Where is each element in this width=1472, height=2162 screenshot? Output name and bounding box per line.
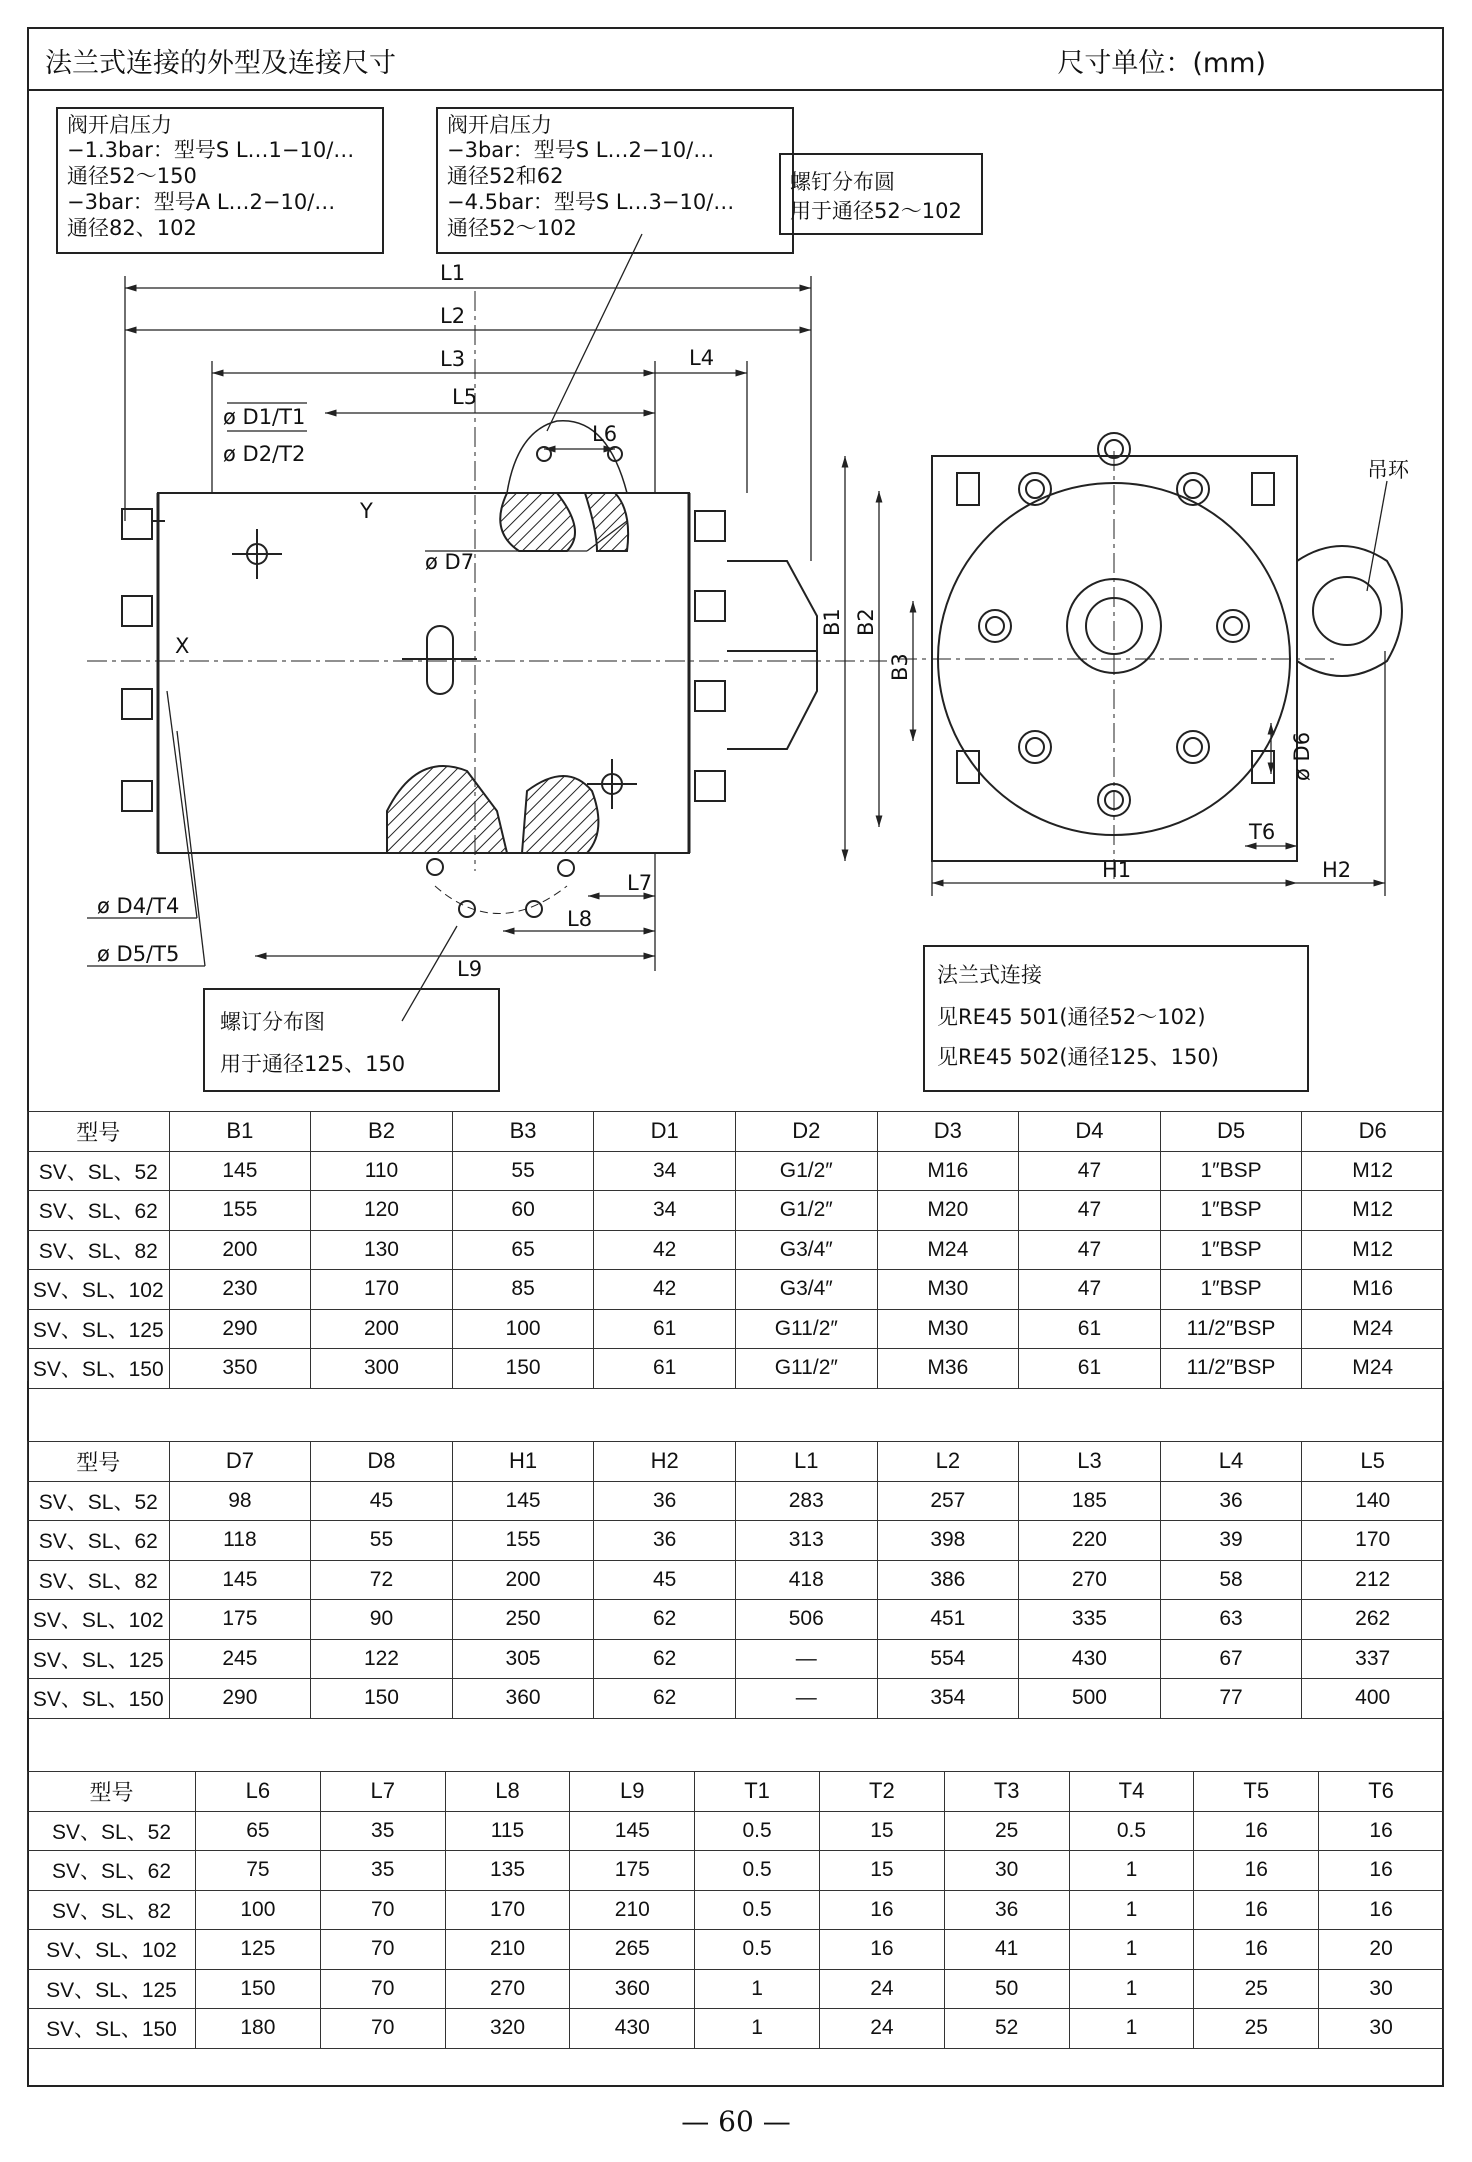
table-cell: 125	[196, 1930, 321, 1970]
table-row	[28, 1521, 1444, 1561]
table-cell: 170	[445, 1890, 570, 1930]
table-row	[28, 1851, 1444, 1891]
table-cell: 55	[452, 1151, 594, 1191]
table-cell: 62	[594, 1600, 736, 1640]
table-cell: 24	[819, 2009, 944, 2049]
table-cell: 115	[445, 1811, 570, 1851]
table-cell: 77	[1160, 1679, 1302, 1719]
table-cell: 72	[311, 1560, 453, 1600]
table-header-cell: D5	[1160, 1112, 1302, 1152]
dim-L6: L6	[592, 422, 618, 446]
table-cell: 16	[819, 1930, 944, 1970]
table-cell: 45	[594, 1560, 736, 1600]
table-header-cell: D8	[311, 1442, 453, 1482]
table-row	[28, 1560, 1444, 1600]
dim-L2: L2	[440, 304, 466, 328]
dim-B3: B3	[888, 653, 912, 681]
table-cell: SV、SL、150	[28, 1349, 170, 1389]
dim-D5T5: ø D5/T5	[97, 942, 180, 966]
table-header-cell: B1	[169, 1112, 311, 1152]
table-cell: 1	[1069, 1851, 1194, 1891]
table-cell: SV、SL、125	[28, 1309, 170, 1349]
valve-right-line-3: 通径52和62	[447, 164, 564, 188]
table-cell: 16	[1319, 1890, 1444, 1930]
table-cell: SV、SL、82	[28, 1230, 170, 1270]
table-cell: SV、SL、62	[28, 1521, 170, 1561]
table-cell: 320	[445, 2009, 570, 2049]
valve-left-line-5: 通径82、102	[67, 216, 197, 240]
table-header-cell: H2	[594, 1442, 736, 1482]
valve-right-line-5: 通径52～102	[447, 216, 577, 240]
table-cell: 360	[452, 1679, 594, 1719]
table-header-cell: D1	[594, 1112, 736, 1152]
table-cell: 1	[1069, 1969, 1194, 2009]
table-cell: 1″BSP	[1160, 1230, 1302, 1270]
table-header-cell: L1	[735, 1442, 877, 1482]
table-cell: 42	[594, 1270, 736, 1310]
table-row	[28, 1969, 1444, 2009]
dim-Y: Y	[360, 499, 373, 523]
table-cell: 35	[320, 1811, 445, 1851]
table-cell: 230	[169, 1270, 311, 1310]
table-row	[28, 2009, 1444, 2049]
table-cell: 451	[877, 1600, 1019, 1640]
table-cell: SV、SL、125	[28, 1969, 196, 2009]
table-cell: 110	[311, 1151, 453, 1191]
table-cell: 61	[1019, 1349, 1161, 1389]
table-cell: 47	[1019, 1151, 1161, 1191]
table-cell: 67	[1160, 1639, 1302, 1679]
dim-L8: L8	[567, 907, 593, 931]
dim-B1: B1	[820, 608, 844, 636]
table-cell: 36	[594, 1481, 736, 1521]
table-cell: 11/2″BSP	[1160, 1309, 1302, 1349]
table-cell: SV、SL、102	[28, 1270, 170, 1310]
dimension-table-2	[27, 1441, 1444, 1719]
bolt-pattern-line-2: 用于通径125、150	[220, 1052, 406, 1076]
table-cell: 1	[695, 2009, 820, 2049]
dim-D4T4: ø D4/T4	[97, 894, 180, 918]
table-header-row	[28, 1772, 1444, 1812]
dimension-table-1	[27, 1111, 1444, 1389]
valve-left-line-3: 通径52～150	[67, 164, 197, 188]
table-cell: 150	[452, 1349, 594, 1389]
table-cell: M30	[877, 1309, 1019, 1349]
table-header-cell: D3	[877, 1112, 1019, 1152]
table-cell: 34	[594, 1151, 736, 1191]
table-cell: 118	[169, 1521, 311, 1561]
table-cell: 270	[1019, 1560, 1161, 1600]
table-cell: 98	[169, 1481, 311, 1521]
table-cell: 313	[735, 1521, 877, 1561]
table-row	[28, 1151, 1444, 1191]
table-header-cell: B2	[311, 1112, 453, 1152]
table-header-cell: D6	[1302, 1112, 1444, 1152]
table-cell: 75	[196, 1851, 321, 1891]
table-cell: 20	[1319, 1930, 1444, 1970]
table-header-cell: D4	[1019, 1112, 1161, 1152]
table-header-cell: 型号	[28, 1112, 170, 1152]
table-cell: 100	[196, 1890, 321, 1930]
table-cell: SV、SL、125	[28, 1639, 170, 1679]
table-cell: M12	[1302, 1230, 1444, 1270]
table-cell: 262	[1302, 1600, 1444, 1640]
table-cell: 145	[570, 1811, 695, 1851]
dimension-table-3	[27, 1771, 1444, 2049]
table-cell: 350	[169, 1349, 311, 1389]
table-cell: 360	[570, 1969, 695, 2009]
table-cell: SV、SL、62	[28, 1191, 170, 1231]
table-cell: SV、SL、150	[28, 1679, 170, 1719]
table-cell: G11/2″	[735, 1309, 877, 1349]
bolt-circle-line-2: 用于通径52～102	[790, 199, 962, 223]
table-header-cell: B3	[452, 1112, 594, 1152]
table-cell: 36	[594, 1521, 736, 1561]
table-header-cell: H1	[452, 1442, 594, 1482]
dim-L9: L9	[457, 957, 483, 981]
table-spacer	[27, 1711, 1444, 1771]
table-cell: 150	[311, 1679, 453, 1719]
table-cell: 60	[452, 1191, 594, 1231]
table-cell: 335	[1019, 1600, 1161, 1640]
table-cell: 47	[1019, 1270, 1161, 1310]
table-row	[28, 1930, 1444, 1970]
valve-right-line-4: −4.5bar：型号S L…3−10/…	[447, 190, 735, 214]
table-cell: 283	[735, 1481, 877, 1521]
valve-left-line-4: −3bar：型号A L…2−10/…	[67, 190, 336, 214]
table-header-cell: T6	[1319, 1772, 1444, 1812]
table-header-cell: L5	[1302, 1442, 1444, 1482]
table-cell: 185	[1019, 1481, 1161, 1521]
table-cell: 1	[1069, 1890, 1194, 1930]
table-cell: 200	[452, 1560, 594, 1600]
table-cell: 506	[735, 1600, 877, 1640]
table-cell: 36	[944, 1890, 1069, 1930]
front-view	[897, 433, 1402, 881]
table-cell: 398	[877, 1521, 1019, 1561]
table-cell: SV、SL、82	[28, 1890, 196, 1930]
table-cell: SV、SL、52	[28, 1811, 196, 1851]
table-row	[28, 1481, 1444, 1521]
flange-line-3: 见RE45 502(通径125、150)	[937, 1045, 1219, 1069]
table-cell: —	[735, 1639, 877, 1679]
dim-L5: L5	[452, 385, 478, 409]
dim-H1: H1	[1102, 858, 1132, 882]
table-cell: SV、SL、102	[28, 1600, 170, 1640]
table-cell: 85	[452, 1270, 594, 1310]
table-row	[28, 1270, 1444, 1310]
table-cell: 210	[445, 1930, 570, 1970]
table-cell: 55	[311, 1521, 453, 1561]
table-header-cell: L7	[320, 1772, 445, 1812]
dim-B2: B2	[854, 608, 878, 636]
table-cell: 337	[1302, 1639, 1444, 1679]
table-cell: M24	[1302, 1309, 1444, 1349]
table-cell: 42	[594, 1230, 736, 1270]
table-header-cell: T5	[1194, 1772, 1319, 1812]
table-cell: 0.5	[695, 1930, 820, 1970]
unit-label: 尺寸单位：(mm)	[1057, 48, 1266, 79]
page-title: 法兰式连接的外型及连接尺寸	[45, 48, 396, 79]
valve-right-line-2: −3bar：型号S L…2−10/…	[447, 138, 715, 162]
valve-left-line-2: −1.3bar：型号S L…1−10/…	[67, 138, 355, 162]
table-cell: 70	[320, 2009, 445, 2049]
table-cell: M24	[1302, 1349, 1444, 1389]
table-cell: 30	[1319, 1969, 1444, 2009]
table-cell: 39	[1160, 1521, 1302, 1561]
dim-T6: T6	[1249, 820, 1276, 844]
table-row	[28, 1309, 1444, 1349]
table-cell: 0.5	[695, 1890, 820, 1930]
table-cell: 1	[695, 1969, 820, 2009]
table-cell: 257	[877, 1481, 1019, 1521]
table-cell: G11/2″	[735, 1349, 877, 1389]
table-cell: 265	[570, 1930, 695, 1970]
table-cell: 61	[594, 1349, 736, 1389]
table-cell: 0.5	[695, 1811, 820, 1851]
table-cell: 34	[594, 1191, 736, 1231]
table-cell: 15	[819, 1811, 944, 1851]
table-cell: 61	[594, 1309, 736, 1349]
page-header	[27, 27, 1444, 91]
table-cell: M16	[877, 1151, 1019, 1191]
table-cell: 16	[1319, 1811, 1444, 1851]
dim-L4: L4	[689, 346, 715, 370]
table-cell: 65	[452, 1230, 594, 1270]
table-cell: 50	[944, 1969, 1069, 2009]
dim-D7: ø D7	[425, 550, 475, 574]
table-cell: 400	[1302, 1679, 1444, 1719]
table-header-cell: T4	[1069, 1772, 1194, 1812]
table-row	[28, 1890, 1444, 1930]
page-number: — 60 —	[681, 2105, 791, 2138]
dim-H2: H2	[1322, 858, 1352, 882]
table-cell: 1″BSP	[1160, 1191, 1302, 1231]
table-cell: 200	[311, 1309, 453, 1349]
table-cell: 1″BSP	[1160, 1151, 1302, 1191]
table-header-cell: L9	[570, 1772, 695, 1812]
table-cell: 15	[819, 1851, 944, 1891]
dim-L7: L7	[627, 871, 653, 895]
table-cell: 25	[944, 1811, 1069, 1851]
table-header-cell: L2	[877, 1442, 1019, 1482]
table-row	[28, 1811, 1444, 1851]
table-cell: 212	[1302, 1560, 1444, 1600]
table-cell: 70	[320, 1969, 445, 2009]
table-cell: 290	[169, 1309, 311, 1349]
table-cell: 25	[1194, 1969, 1319, 2009]
table-cell: 220	[1019, 1521, 1161, 1561]
table-cell: M12	[1302, 1151, 1444, 1191]
valve-left-line-1: 阀开启压力	[67, 113, 172, 137]
table-cell: 130	[311, 1230, 453, 1270]
table-row	[28, 1230, 1444, 1270]
valve-right-line-1: 阀开启压力	[447, 113, 552, 137]
table-cell: 1	[1069, 2009, 1194, 2049]
table-cell: 200	[169, 1230, 311, 1270]
dim-D6: ø D6	[1290, 731, 1314, 781]
table-cell: 90	[311, 1600, 453, 1640]
table-cell: SV、SL、52	[28, 1481, 170, 1521]
table-cell: 47	[1019, 1230, 1161, 1270]
table-cell: SV、SL、102	[28, 1930, 196, 1970]
table-cell: 122	[311, 1639, 453, 1679]
table-row	[28, 1191, 1444, 1231]
dim-D2T2: ø D2/T2	[223, 442, 306, 466]
table-cell: 500	[1019, 1679, 1161, 1719]
table-cell: 0.5	[1069, 1811, 1194, 1851]
table-cell: 150	[196, 1969, 321, 2009]
table-cell: 11/2″BSP	[1160, 1349, 1302, 1389]
table-cell: 180	[196, 2009, 321, 2049]
table-cell: 30	[944, 1851, 1069, 1891]
table-header-cell: T2	[819, 1772, 944, 1812]
table-cell: M12	[1302, 1191, 1444, 1231]
table-cell: 62	[594, 1639, 736, 1679]
table-cell: 386	[877, 1560, 1019, 1600]
table-cell: 25	[1194, 2009, 1319, 2049]
lifting-ring-label: 吊环	[1367, 458, 1409, 482]
table-cell: G3/4″	[735, 1230, 877, 1270]
table-cell: 175	[570, 1851, 695, 1891]
table-cell: SV、SL、62	[28, 1851, 196, 1891]
table-cell: 145	[169, 1560, 311, 1600]
table-cell: 47	[1019, 1191, 1161, 1231]
table-header-row	[28, 1442, 1444, 1482]
table-cell: M30	[877, 1270, 1019, 1310]
dim-L3: L3	[440, 347, 466, 371]
table-header-cell: L4	[1160, 1442, 1302, 1482]
table-cell: M20	[877, 1191, 1019, 1231]
table-cell: M24	[877, 1230, 1019, 1270]
table-cell: 140	[1302, 1481, 1444, 1521]
table-cell: 155	[169, 1191, 311, 1231]
table-cell: 418	[735, 1560, 877, 1600]
table-cell: 70	[320, 1890, 445, 1930]
table-header-cell: T3	[944, 1772, 1069, 1812]
table-cell: 24	[819, 1969, 944, 2009]
table-cell: 155	[452, 1521, 594, 1561]
table-cell: 36	[1160, 1481, 1302, 1521]
table-header-row	[28, 1112, 1444, 1152]
table-row	[28, 1600, 1444, 1640]
table-cell: G1/2″	[735, 1191, 877, 1231]
table-cell: 354	[877, 1679, 1019, 1719]
table-cell: M36	[877, 1349, 1019, 1389]
table-cell: 300	[311, 1349, 453, 1389]
table-cell: 270	[445, 1969, 570, 2009]
table-cell: 1	[1069, 1930, 1194, 1970]
table-cell: 290	[169, 1679, 311, 1719]
table-cell: 120	[311, 1191, 453, 1231]
table-cell: 245	[169, 1639, 311, 1679]
table-cell: 430	[1019, 1639, 1161, 1679]
table-cell: 65	[196, 1811, 321, 1851]
table-header-cell: 型号	[28, 1772, 196, 1812]
table-cell: 1″BSP	[1160, 1270, 1302, 1310]
table-cell: 16	[1194, 1811, 1319, 1851]
table-cell: 58	[1160, 1560, 1302, 1600]
table-cell: 63	[1160, 1600, 1302, 1640]
flange-line-2: 见RE45 501(通径52～102)	[937, 1005, 1206, 1029]
table-cell: 41	[944, 1930, 1069, 1970]
table-cell: G1/2″	[735, 1151, 877, 1191]
table-cell: 170	[311, 1270, 453, 1310]
table-cell: 61	[1019, 1309, 1161, 1349]
table-header-cell: L3	[1019, 1442, 1161, 1482]
dim-L1: L1	[440, 261, 466, 285]
table-header-cell: D7	[169, 1442, 311, 1482]
table-cell: 62	[594, 1679, 736, 1719]
table-row	[28, 1639, 1444, 1679]
table-cell: 35	[320, 1851, 445, 1891]
table-cell: 16	[1194, 1890, 1319, 1930]
table-cell: G3/4″	[735, 1270, 877, 1310]
table-cell: SV、SL、150	[28, 2009, 196, 2049]
table-cell: 145	[169, 1151, 311, 1191]
table-cell: 45	[311, 1481, 453, 1521]
table-cell: 16	[1194, 1930, 1319, 1970]
dim-D1T1: ø D1/T1	[223, 405, 306, 429]
table-cell: 135	[445, 1851, 570, 1891]
table-cell: 250	[452, 1600, 594, 1640]
table-cell: M16	[1302, 1270, 1444, 1310]
table-cell: 554	[877, 1639, 1019, 1679]
table-spacer	[27, 1381, 1444, 1441]
flange-line-1: 法兰式连接	[937, 963, 1042, 987]
table-cell: 305	[452, 1639, 594, 1679]
table-cell: 170	[1302, 1521, 1444, 1561]
table-cell: 70	[320, 1930, 445, 1970]
table-cell: 145	[452, 1481, 594, 1521]
dim-X: X	[175, 634, 190, 658]
side-view	[87, 291, 887, 871]
table-header-cell: D2	[735, 1112, 877, 1152]
table-header-cell: T1	[695, 1772, 820, 1812]
table-cell: 100	[452, 1309, 594, 1349]
table-cell: SV、SL、82	[28, 1560, 170, 1600]
table-cell: 210	[570, 1890, 695, 1930]
bolt-circle-line-1: 螺钉分布圆	[790, 170, 895, 194]
table-cell: 0.5	[695, 1851, 820, 1891]
table-cell: 175	[169, 1600, 311, 1640]
table-cell: 52	[944, 2009, 1069, 2049]
table-cell: 16	[819, 1890, 944, 1930]
table-cell: 30	[1319, 2009, 1444, 2049]
technical-drawing	[27, 91, 1444, 1111]
table-header-cell: L8	[445, 1772, 570, 1812]
table-cell: 430	[570, 2009, 695, 2049]
table-cell: —	[735, 1679, 877, 1719]
table-cell: 16	[1319, 1851, 1444, 1891]
table-header-cell: L6	[196, 1772, 321, 1812]
table-cell: SV、SL、52	[28, 1151, 170, 1191]
table-header-cell: 型号	[28, 1442, 170, 1482]
table-cell: 16	[1194, 1851, 1319, 1891]
bolt-pattern-line-1: 螺订分布图	[220, 1010, 325, 1034]
